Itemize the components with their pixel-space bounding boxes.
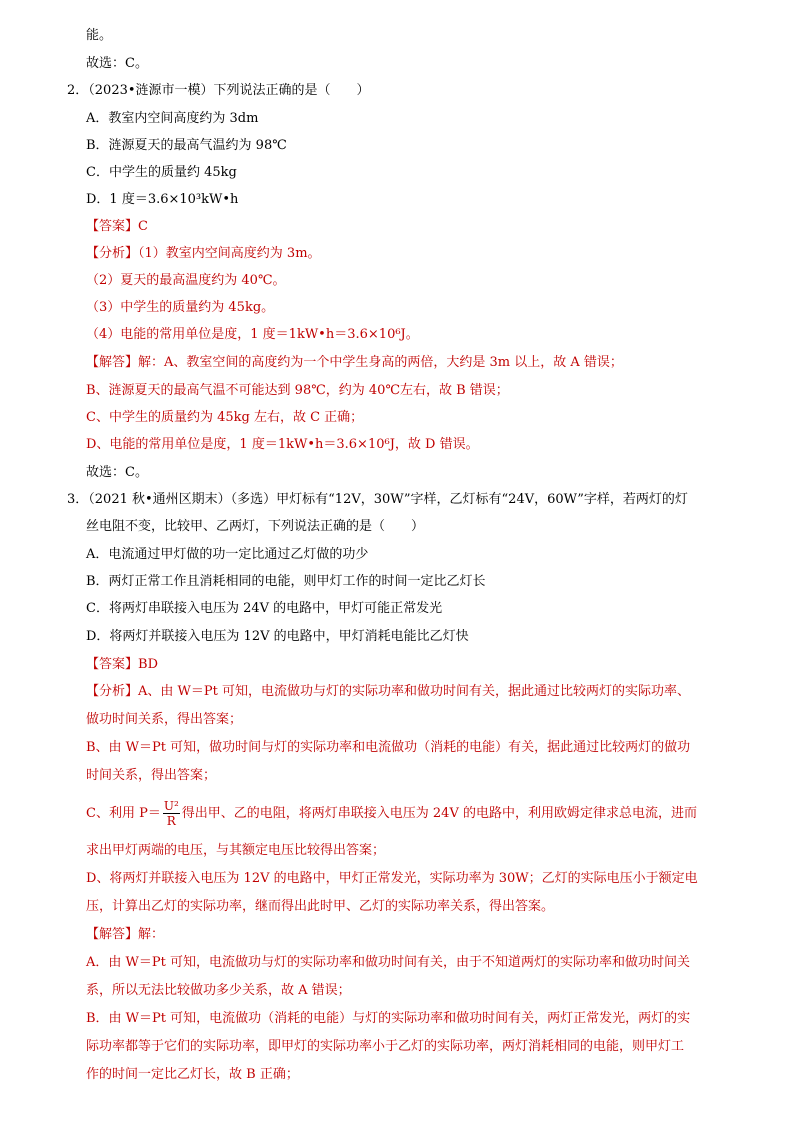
power-formula-fraction: [163, 799, 180, 828]
answer-tag: 【答案】: [86, 219, 139, 234]
solution-tag: 【解答】: [86, 927, 139, 942]
q2-solution-1: [86, 354, 623, 372]
q3-option-c: C．将两灯串联接入电压为 24V 的电路中，甲灯可能正常发光: [86, 601, 443, 616]
q2-analysis-1: [86, 245, 321, 263]
q3-option-a: A．电流通过甲灯做的功一定比通过乙灯做的功少: [86, 547, 369, 562]
q3-stem-2: 丝电阻不变，比较甲、乙两灯，下列说法正确的是（ ）: [86, 519, 425, 534]
q2-solution-2: B、涟源夏天的最高气温不可能达到 98℃，约为 40℃左右，故 B 错误；: [86, 383, 509, 398]
q2-analysis-2: （2）夏天的最高温度约为 40℃。: [86, 273, 286, 288]
answer-value: BD: [138, 657, 158, 672]
q3-analysis-d1: D、将两灯并联接入电压为 12V 的电路中，甲灯正常发光，实际功率为 30W；乙灯的实际电压小于额定电: [86, 871, 698, 886]
solution-text: 解：: [138, 927, 165, 942]
fraction-numerator: U²: [163, 799, 179, 813]
q3-analysis-a1: [86, 683, 690, 701]
q3-answer: [86, 656, 158, 674]
q3-solution-a1: A．由 W＝Pt 可知，电流做功与灯的实际功率和做功时间有关，由于不知道两灯的实际功率和做功时间关: [86, 955, 690, 970]
answer-pick: 故选：C。: [86, 56, 148, 71]
q3-solution-head: [86, 926, 164, 944]
analysis-text: （1）教室内空间高度约为 3m。: [138, 246, 321, 261]
formula-suffix: 得出甲、乙的电阻，将两灯串联接入电压为 24V 的电路中，利用欧姆定律求总电流，进而: [181, 806, 697, 821]
q3-analysis-d2: 压，计算出乙灯的实际功率，继而得出此时甲、乙灯的实际功率关系，得出答案。: [86, 899, 555, 914]
answer-value: C: [138, 219, 148, 234]
solution-tag: 【解答】: [86, 355, 139, 370]
q3-analysis-c2: 求出甲灯两端的电压，与其额定电压比较得出答案；: [86, 843, 386, 858]
formula-prefix: C、利用 P＝: [86, 806, 161, 821]
q2-answer: [86, 218, 148, 236]
q3-analysis-c1: [86, 799, 697, 829]
q2-option-c: C．中学生的质量约 45kg: [86, 165, 237, 180]
q3-solution-b3: 作的时间一定比乙灯长，故 B 正确；: [86, 1067, 299, 1082]
q2-option-b: B．涟源夏天的最高气温约为 98℃: [86, 138, 287, 153]
q3-solution-b2: 际功率都等于它们的实际功率，即甲灯的实际功率小于乙灯的实际功率，两灯消耗相同的电能，则甲灯工: [86, 1039, 685, 1054]
q3-option-b: B．两灯正常工作且消耗相同的电能，则甲灯工作的时间一定比乙灯长: [86, 574, 486, 589]
q2-pick: 故选：C。: [86, 465, 148, 480]
analysis-tag: 【分析】: [86, 684, 139, 699]
answer-tag: 【答案】: [86, 657, 139, 672]
q2-analysis-3: （3）中学生的质量约为 45kg。: [86, 300, 275, 315]
analysis-tag: 【分析】: [86, 246, 139, 261]
fraction-denominator: R: [166, 814, 176, 828]
q2-solution-4: D、电能的常用单位是度，1 度＝1kW•h＝3.6×10⁶J，故 D 错误。: [86, 437, 479, 452]
q2-option-d: D．1 度＝3.6×10³kW•h: [86, 192, 239, 207]
q3-analysis-b1: B、由 W＝Pt 可知，做功时间与灯的实际功率和电流做功（消耗的电能）有关，据此通过比较两灯的做功: [86, 740, 691, 755]
q2-analysis-4: （4）电能的常用单位是度，1 度＝1kW•h＝3.6×10⁶J。: [86, 327, 419, 342]
q2-stem: 2．（2023•涟源市一模）下列说法正确的是（ ）: [67, 83, 370, 98]
q2-solution-3: C、中学生的质量约为 45kg 左右，故 C 正确；: [86, 410, 364, 425]
q3-solution-a2: 系，所以无法比较做功多少关系，故 A 错误；: [86, 983, 351, 998]
analysis-text: A、由 W＝Pt 可知，电流做功与灯的实际功率和做功时间有关，据此通过比较两灯的实际功率、: [138, 684, 691, 699]
q3-solution-b1: B．由 W＝Pt 可知，电流做功（消耗的电能）与灯的实际功率和做功时间有关，两灯正常发光，两灯的实: [86, 1011, 691, 1026]
q3-analysis-a2: 做功时间关系，得出答案；: [86, 712, 243, 727]
q3-stem-1: 3．（2021 秋•通州区期末）（多选）甲灯标有“12V，30W”字样，乙灯标有“24V，60W”字样，若两灯的灯: [67, 492, 688, 507]
q3-analysis-b2: 时间关系，得出答案；: [86, 768, 217, 783]
q3-option-d: D．将两灯并联接入电压为 12V 的电路中，甲灯消耗电能比乙灯快: [86, 629, 469, 644]
solution-text: 解：A、教室空间的高度约为一个中学生身高的两倍，大约是 3m 以上，故 A 错误；: [138, 355, 623, 370]
text-line: 能。: [86, 28, 113, 43]
q2-option-a: A．教室内空间高度约为 3dm: [86, 111, 259, 126]
